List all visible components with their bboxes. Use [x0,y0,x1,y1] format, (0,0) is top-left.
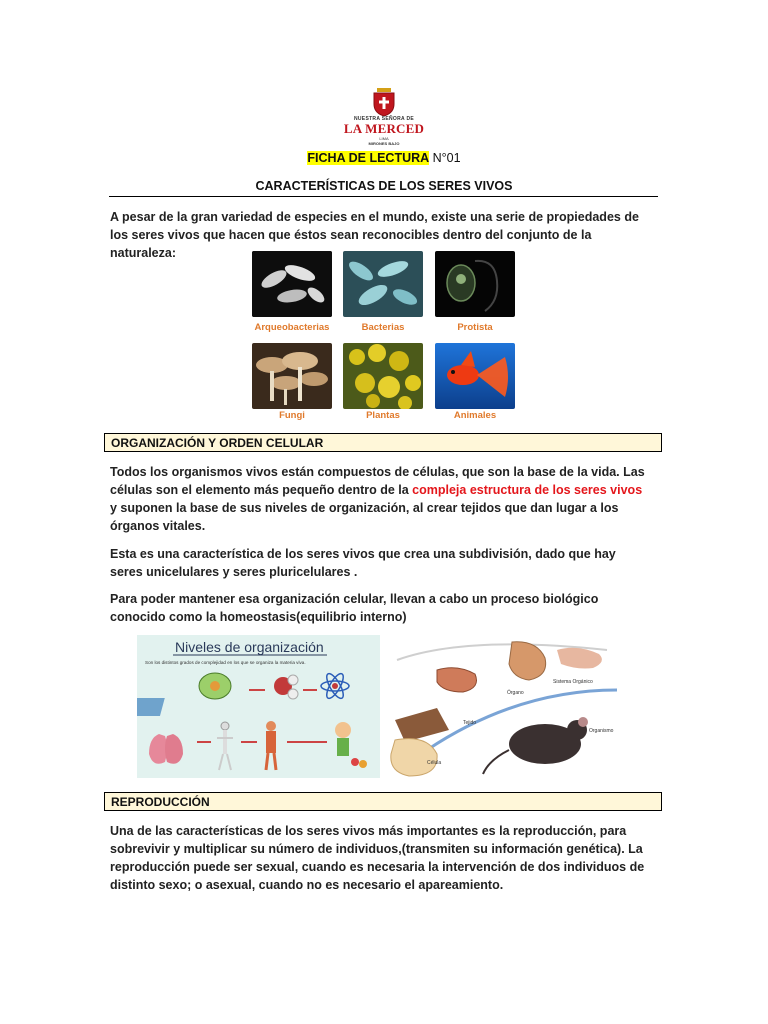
title-number: N°01 [429,151,461,165]
kingdom-label-bacteria: Bacterias [361,322,405,333]
figure-label-organ: Órgano [507,690,524,696]
protist-image [435,251,515,317]
kingdom-label-animals: Animales [453,410,497,421]
title-highlight: FICHA DE LECTURA [307,151,430,165]
kingdom-label-fungi: Fungi [279,410,305,421]
section-heading-reproduction: REPRODUCCIÓN [104,792,662,811]
plant-image [343,343,423,409]
structure-link[interactable]: compleja estructura de los seres vivos [412,483,643,497]
archaea-image [252,251,332,317]
organization-paragraph-1 [110,463,645,535]
kingdom-label-protist: Protista [457,322,493,333]
figure-left-subtitle: Son los distintos grados de complejidad en los que se organiza la materia viva. [145,660,306,665]
figure-label-tissue: Tejido [463,720,477,726]
kingdom-label-plants: Plantas [366,410,400,421]
org-p1-part-b: y suponen la base de sus niveles de organización, al crear tejidos que dan lugar a los órganos vitales. [110,501,619,533]
school-logo [338,88,430,146]
logo-top-text: NUESTRA SEÑORA DE [353,116,414,122]
figure-label-organism: Organismo [589,728,614,734]
organization-levels-illustration [137,630,657,778]
figure-label-cell: Célula [427,760,442,766]
figure-left-title: Niveles de organización [175,639,324,655]
organization-levels-figure [137,630,657,778]
organization-paragraph-3: Para poder mantener esa organización celular, llevan a cabo un proceso biológico conocido como la homeostasis(equilibrio interno) [110,592,599,624]
figure-label-system: Sistema Orgánico [553,679,593,685]
logo-sub-text: LIMA [379,136,389,141]
title-divider [109,196,658,197]
section-heading-organization: ORGANIZACIÓN Y ORDEN CELULAR [104,433,662,452]
page-title [0,151,768,165]
crest-icon [371,88,397,116]
organization-paragraph-2: Esta es una característica de los seres vivos que crea una subdivisión, dado que hay seres unicelulares y seres pluricelulares . [110,547,616,579]
org-p1-part-a: Todos los organismos vivos están compuestos de células, que son la base de la vida. Las células son el elemento más pequeño dentro de la [110,465,645,497]
reproduction-paragraph: Una de las características de los seres vivos más importantes es la reproducción, para sobrevivir y multiplicar su número de individuos,(transmiten su información genética). La reproducción puede ser sexual, cuando es necesaria la intervención de dos individuos de distinto sexo; o asexual, cuando no es necesario el apareamiento. [110,824,645,892]
bacteria-image [343,251,423,317]
page-subtitle: CARACTERÍSTICAS DE LOS SERES VIVOS [255,179,513,193]
intro-paragraph: A pesar de la gran variedad de especies en el mundo, existe una serie de propiedades de los seres vivos que hacen que éstos sean reconocibles dentro del conjunto de la naturaleza: [110,210,639,260]
kingdoms-grid [250,250,520,425]
animal-image [435,343,515,409]
logo-sub-text-2: MIRONES BAJO [368,141,400,146]
fungi-image [252,343,332,409]
logo-main-text: LA MERCED [343,121,425,136]
kingdom-label-archaea: Arqueobacterias [254,322,330,333]
